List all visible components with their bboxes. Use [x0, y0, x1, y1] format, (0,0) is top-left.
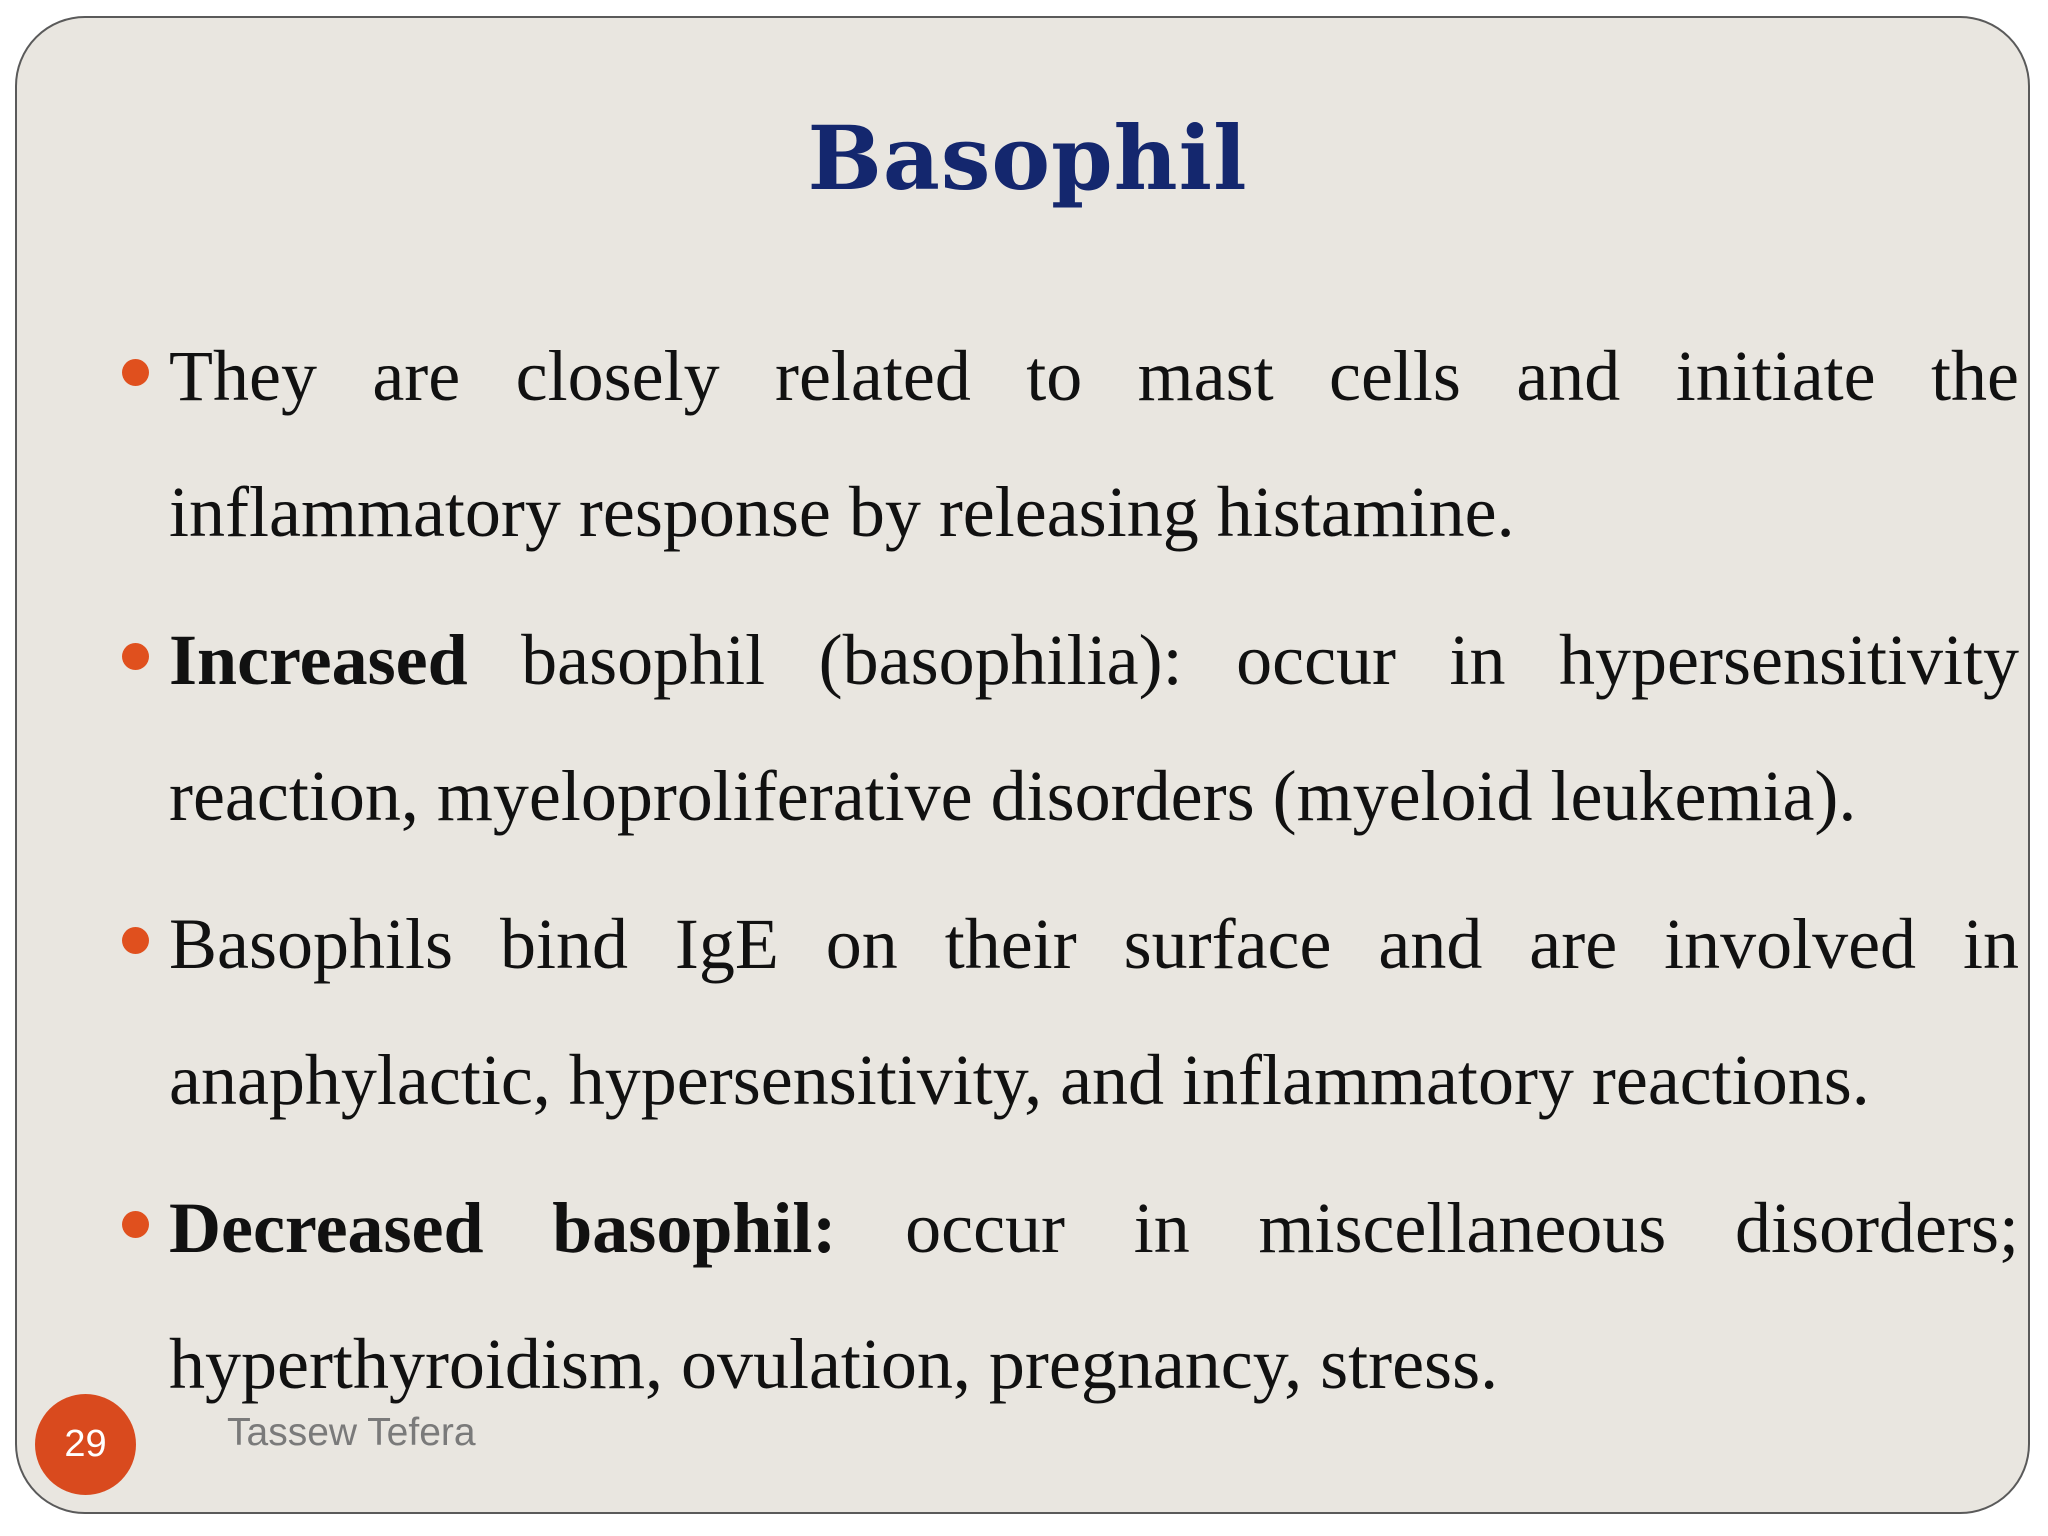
- bullet-lead: Decreased basophil:: [169, 1188, 837, 1268]
- bullet-item: [169, 308, 2019, 580]
- bullet-item: [169, 876, 2019, 1148]
- author-footer: Tassew Tefera: [227, 1411, 476, 1454]
- slide: [15, 16, 2030, 1514]
- bullet-dot-icon: [122, 359, 149, 386]
- bullet-item: [169, 592, 2019, 864]
- bullet-text: Basophils bind IgE on their surface and are involved in anaphylactic, hypersensitivity, and inflammatory reactions.: [169, 904, 2019, 1120]
- bullet-item: [169, 1160, 2019, 1432]
- page-number-badge: 29: [35, 1394, 136, 1495]
- bullet-dot-icon: [122, 927, 149, 954]
- bullet-list: [169, 308, 2019, 1444]
- bullet-dot-icon: [122, 643, 149, 670]
- slide-title: Basophil: [807, 106, 1248, 210]
- bullet-text: occur in miscellaneous disorders; hyperthyroidism, ovulation, pregnancy, stress.: [169, 1188, 2020, 1404]
- bullet-text: They are closely related to mast cells and initiate the inflammatory response by releasing histamine.: [169, 336, 2019, 552]
- bullet-text: basophil (basophilia): occur in hypersensitivity reaction, myeloproliferative disorders (myeloid leukemia).: [169, 620, 2019, 836]
- bullet-lead: Increased: [169, 620, 468, 700]
- bullet-dot-icon: [122, 1211, 149, 1238]
